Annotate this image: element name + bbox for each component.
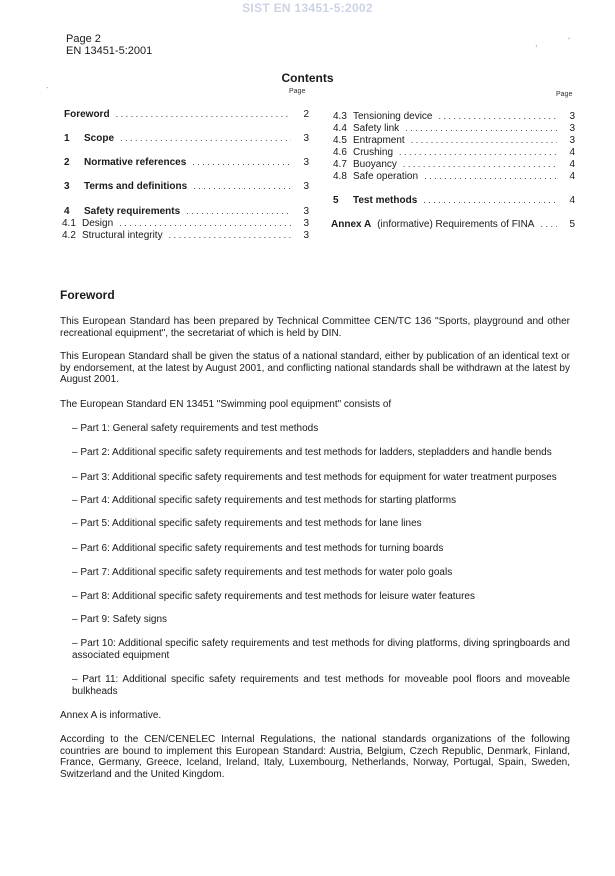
toc-entry-title: Tensioning device [353, 111, 433, 122]
toc-entry-number: 4.4 [333, 123, 347, 134]
toc-leader [169, 229, 291, 241]
toc-entry-page: 5 [569, 219, 575, 230]
part-list-item: – Part 10: Additional specific safety requirements and test methods for diving platforms, diving springboards and associated equipment [72, 638, 570, 661]
scan-mark: , [535, 38, 538, 48]
foreword-paragraph-4: Annex A is informative. [60, 710, 162, 721]
toc-entry-title: Crushing [353, 147, 394, 158]
page-column-label-right: Page [556, 91, 573, 98]
page-column-label-left: Page [289, 88, 306, 95]
toc-entry-title: Design [82, 218, 114, 229]
toc-leader [120, 132, 291, 144]
toc-entry-page: 3 [303, 218, 309, 229]
toc-leader [116, 108, 291, 120]
toc-entry-safe-operation[interactable] [333, 170, 575, 183]
watermark: SIST EN 13451-5:2002 [242, 1, 373, 15]
foreword-paragraph-5: According to the CEN/CENELEC Internal Regulations, the national standards organizations of the following countries are bound to implement this European Standard: Austria, Belgium, Czech Republic, Denmark, Finland, France, Germany, Greece, Iceland, Ireland, Italy, Luxembourg, Netherlands, Norway, Portugal, Spain, Sweden, Switzerland and the United Kingdom. [60, 734, 570, 780]
toc-entry-page: 3 [569, 123, 575, 134]
toc-entry-title: Structural integrity [82, 230, 163, 241]
contents-title: Contents [281, 71, 334, 85]
toc-leader [193, 180, 291, 192]
toc-entry-normative-references[interactable] [64, 156, 309, 169]
part-list-item: – Part 4: Additional specific safety requirements and test methods for starting platforms [72, 495, 457, 506]
toc-entry-number: 4 [64, 206, 70, 217]
toc-entry-number: 4.3 [333, 111, 347, 122]
toc-entry-number: 4.2 [62, 230, 76, 241]
toc-entry-structural-integrity[interactable] [62, 229, 309, 242]
toc-entry-foreword[interactable] [64, 108, 309, 121]
foreword-heading: Foreword [60, 288, 115, 302]
toc-entry-title: Scope [84, 133, 115, 144]
toc-entry-page: 4 [569, 171, 575, 182]
toc-entry-number: 4.7 [333, 159, 347, 170]
part-list-item: – Part 2: Additional specific safety requirements and test methods for ladders, stepladders and handle bends [72, 447, 552, 458]
toc-entry-title: Safety link [353, 123, 400, 134]
part-list-item: – Part 9: Safety signs [72, 614, 168, 625]
toc-entry-title: Buoyancy [353, 159, 397, 170]
toc-entry-page: 3 [303, 230, 309, 241]
scan-mark: ` [46, 86, 49, 96]
toc-entry-number: 2 [64, 157, 70, 168]
toc-entry-page: 3 [303, 181, 309, 192]
toc-entry-number: 5 [333, 195, 339, 206]
toc-entry-page: 3 [303, 157, 309, 168]
toc-entry-title: Test methods [353, 195, 418, 206]
toc-entry-title: Foreword [64, 109, 110, 120]
toc-entry-number: 4.1 [62, 218, 76, 229]
toc-leader [439, 110, 558, 122]
toc-entry-title: Safe operation [353, 171, 419, 182]
toc-leader [192, 156, 291, 168]
toc-entry-title: Normative references [84, 157, 187, 168]
page-number: Page 2 [66, 33, 101, 45]
toc-entry-scope[interactable] [64, 132, 309, 145]
toc-leader [411, 134, 557, 146]
part-list-item: – Part 1: General safety requirements and test methods [72, 423, 319, 434]
scan-mark: ' [568, 36, 570, 46]
toc-entry-number: 3 [64, 181, 70, 192]
foreword-paragraph-1: This European Standard has been prepared by Technical Committee CEN/TC 136 "Sports, playground and other recreational equipment", the secretariat of which is held by DIN. [60, 316, 570, 339]
toc-entry-title: Entrapment [353, 135, 405, 146]
toc-entry-test-methods[interactable] [333, 194, 575, 207]
toc-entry-page: 4 [569, 159, 575, 170]
toc-leader [424, 170, 557, 182]
toc-entry-number: Annex A [331, 219, 372, 230]
toc-entry-annex-a[interactable] [331, 218, 575, 231]
toc-entry-page: 3 [303, 133, 309, 144]
toc-leader [540, 218, 557, 230]
part-list-item: – Part 5: Additional specific safety requirements and test methods for lane lines [72, 518, 422, 529]
toc-entry-title: Safety requirements [84, 206, 181, 217]
toc-entry-title: (informative) Requirements of FINA [377, 219, 535, 230]
foreword-paragraph-2: This European Standard shall be given the status of a national standard, either by publication of an identical text or by endorsement, at the latest by August 2001, and conflicting national standards shall be withdrawn at the latest by August 2001. [60, 351, 570, 386]
toc-leader [403, 158, 557, 170]
toc-entry-page: 4 [569, 195, 575, 206]
toc-entry-terms-and-definitions[interactable] [64, 180, 309, 193]
toc-entry-number: 4.5 [333, 135, 347, 146]
toc-entry-page: 3 [303, 206, 309, 217]
toc-entry-page: 3 [569, 111, 575, 122]
toc-entry-page: 3 [569, 135, 575, 146]
toc-leader [119, 217, 291, 229]
toc-entry-number: 4.8 [333, 171, 347, 182]
toc-entry-title: Terms and definitions [84, 181, 188, 192]
toc-leader [423, 194, 557, 206]
part-list-item: – Part 11: Additional specific safety requirements and test methods for moveable pool floors and moveable bulkheads [72, 674, 570, 697]
part-list-item: – Part 6: Additional specific safety requirements and test methods for turning boards [72, 543, 444, 554]
toc-entry-number: 4.6 [333, 147, 347, 158]
toc-leader [186, 205, 291, 217]
toc-leader [405, 122, 557, 134]
toc-entry-page: 4 [569, 147, 575, 158]
toc-entry-page: 2 [303, 109, 309, 120]
standard-code: EN 13451-5:2001 [66, 45, 153, 57]
part-list-item: – Part 3: Additional specific safety requirements and test methods for equipment for water treatment purposes [72, 472, 557, 483]
part-list-item: – Part 7: Additional specific safety requirements and test methods for water polo goals [72, 567, 453, 578]
toc-leader [399, 146, 557, 158]
toc-entry-number: 1 [64, 133, 70, 144]
part-list-item: – Part 8: Additional specific safety requirements and test methods for leisure water features [72, 591, 475, 602]
foreword-paragraph-3: The European Standard EN 13451 "Swimming pool equipment" consists of [60, 399, 392, 410]
